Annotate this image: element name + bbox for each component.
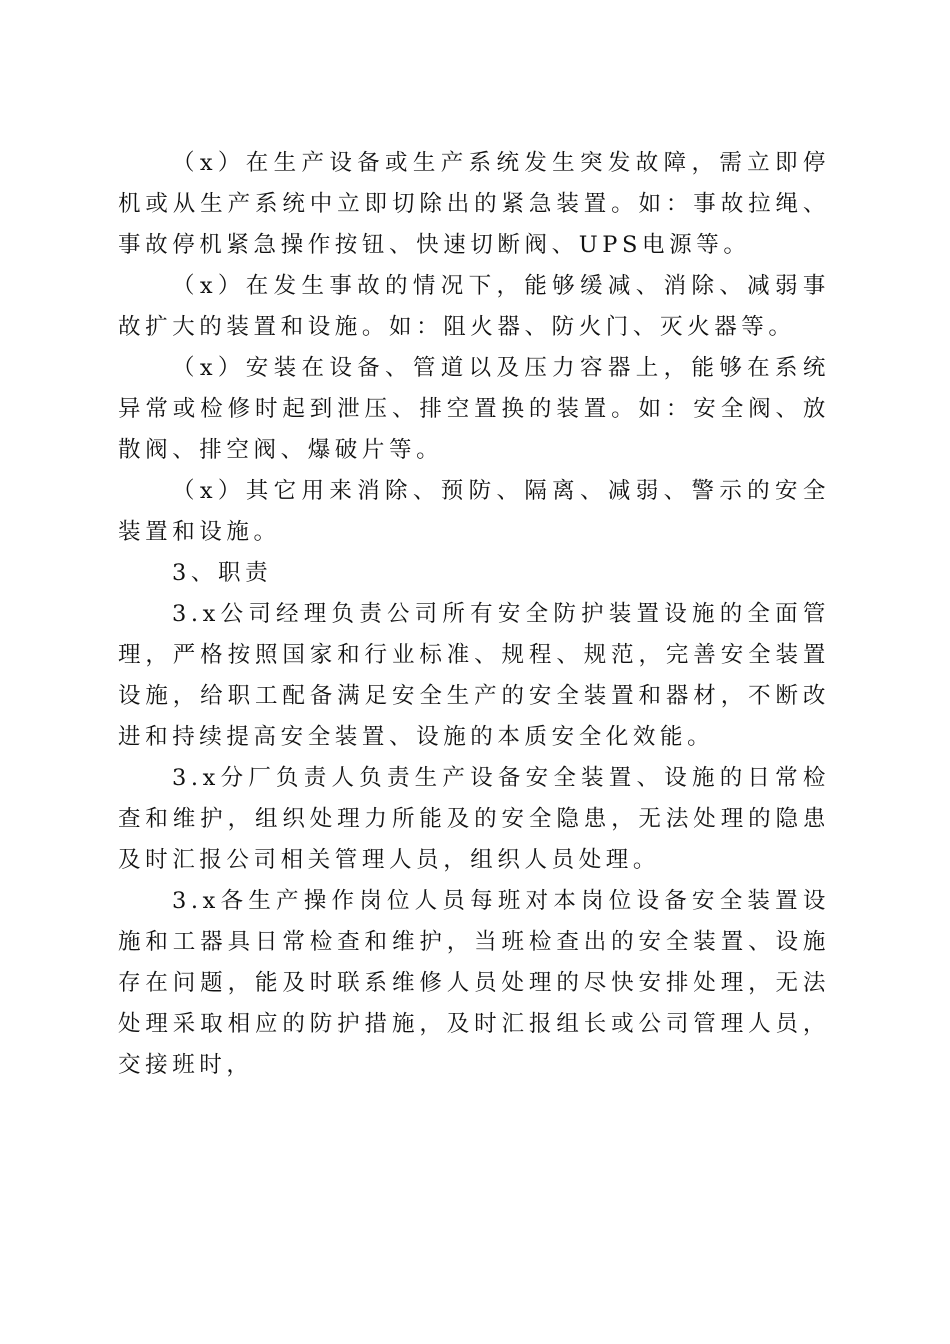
paragraph-emergency-devices: （x）在生产设备或生产系统发生突发故障，需立即停机或从生产系统中立即切除出的紧急装置。如：事故拉绳、事故停机紧急操作按钮、快速切断阀、UPS电源等。 — [118, 150, 830, 258]
paragraph-duty-operators: 3.x各生产操作岗位人员每班对本岗位设备安全装置设施和工器具日常检查和维护，当班检查出的安全装置、设施存在问题，能及时联系维修人员处理的尽快安排处理，无法处理采取相应的防护措施，及时汇报组长或公司管理人员，交接班时， — [118, 888, 830, 1078]
paragraph-pressure-relief-devices: （x）安装在设备、管道以及压力容器上，能够在系统异常或检修时起到泄压、排空置换的装置。如：安全阀、放散阀、排空阀、爆破片等。 — [118, 355, 830, 463]
section-heading-duties: 3、职责 — [172, 560, 273, 586]
paragraph-duty-branch-head: 3.x分厂负责人负责生产设备安全装置、设施的日常检查和维护，组织处理力所能及的安全隐患，无法处理的隐患及时汇报公司相关管理人员，组织人员处理。 — [118, 765, 830, 873]
document-page — [118, 143, 830, 1086]
paragraph-duty-company-manager: 3.x公司经理负责公司所有安全防护装置设施的全面管理，严格按照国家和行业标准、规程、规范，完善安全装置设施，给职工配备满足安全生产的安全装置和器材，不断改进和持续提高安全装置、设施的本质安全化效能。 — [118, 601, 830, 750]
paragraph-mitigation-devices: （x）在发生事故的情况下，能够缓减、消除、减弱事故扩大的装置和设施。如：阻火器、防火门、灭火器等。 — [118, 273, 830, 340]
paragraph-other-safety-devices: （x）其它用来消除、预防、隔离、减弱、警示的安全装置和设施。 — [118, 478, 830, 545]
